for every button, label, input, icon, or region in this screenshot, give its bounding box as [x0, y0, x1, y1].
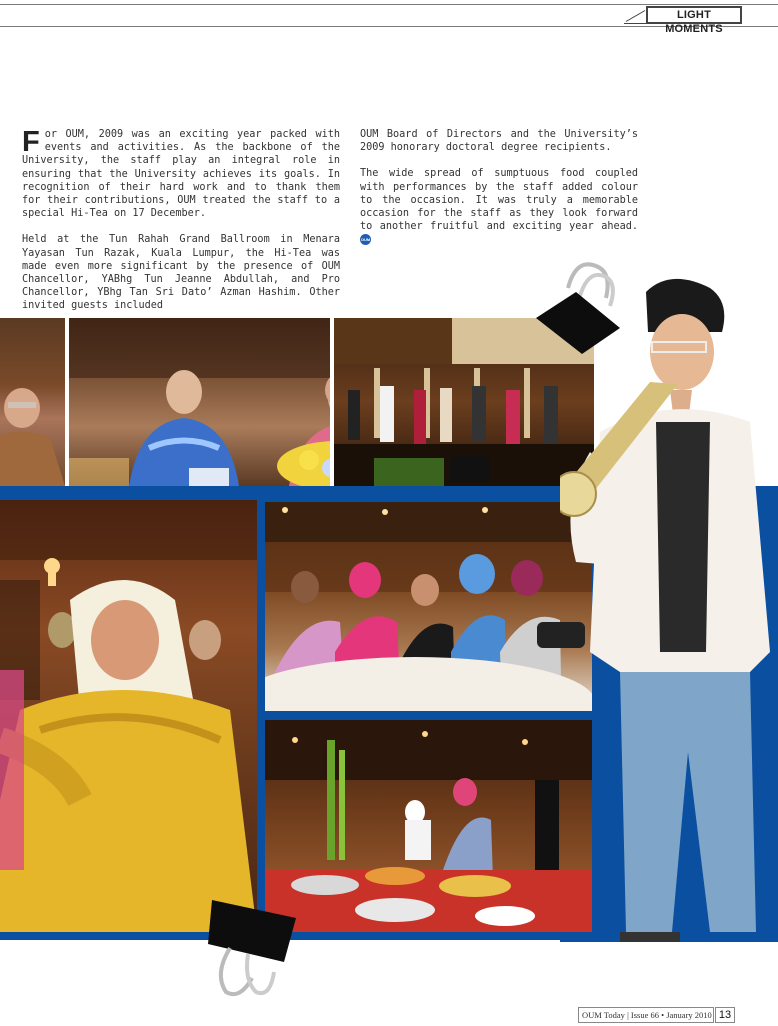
- top-rule: [0, 4, 778, 5]
- guest-left-figure: [0, 318, 65, 486]
- photo-ladies-table: [265, 502, 592, 711]
- section-title: LIGHT MOMENTS: [646, 6, 742, 24]
- issue-label: Issue 66 • January 2010: [630, 1010, 712, 1020]
- binder-clip-icon: [536, 258, 620, 354]
- paragraph-1-text: or OUM, 2009 was an exciting year packed with events and activities. As the backbone of the University, the staff play an integral role in ensuring that the University achieves its goals. In recognition of their hard work and to thank them for their contributions, OUM treated the staff to a special Hi-Tea on 17 December.: [22, 129, 340, 220]
- photo-trumpet-player: [560, 272, 778, 942]
- binder-clip-icon-2: [208, 900, 296, 1000]
- header-rule: [0, 26, 778, 27]
- publication-name: OUM Today: [582, 1010, 625, 1020]
- paragraph-4: [360, 167, 638, 246]
- oum-end-logo: OUM: [360, 234, 371, 245]
- paragraph-3: OUM Board of Directors and the University’s 2009 honorary doctoral degree recipients.: [360, 129, 638, 154]
- section-tag: [624, 6, 742, 35]
- binder-clip-bottom: [208, 900, 296, 1000]
- drop-cap: F: [22, 126, 40, 158]
- photo-chancellor-yellow: [0, 500, 257, 932]
- chancellor-seated-scene: [69, 318, 330, 486]
- paragraph-1: [22, 128, 340, 220]
- photo-guest-left: [0, 318, 65, 486]
- paragraph-4-text: The wide spread of sumptuous food coupled with performances by the staff added colour to the occasion. It was truly a memorable occasion for the staff as they look forward to another fruitful and exciting year ahead.: [360, 168, 638, 233]
- trumpet-player-figure: [560, 272, 778, 942]
- binder-clip-top: [536, 258, 620, 354]
- page-number: 13: [715, 1007, 735, 1023]
- paragraph-2: Held at the Tun Rahah Grand Ballroom in Menara Yayasan Tun Razak, Kuala Lumpur, the Hi-Tea was made even more significant by the presence of OUM Chancellor, YABhg Tun Jeanne Abdullah, and Pro Chancellor, YBhg Tan Sri Dato’ Azman Hashim. Other invited guests included: [22, 234, 340, 312]
- chancellor-yellow-scene: [0, 500, 257, 932]
- photo-chancellor-seated: [69, 318, 330, 486]
- blue-band-top: [0, 486, 600, 500]
- article-column-2: [360, 128, 638, 260]
- ladies-table-scene: [265, 502, 592, 711]
- article-column-1: [22, 128, 340, 326]
- photo-buffet: [265, 720, 592, 932]
- footer-issue-info: OUM Today | Issue 66 • January 2010: [578, 1007, 714, 1023]
- buffet-scene: [265, 720, 592, 932]
